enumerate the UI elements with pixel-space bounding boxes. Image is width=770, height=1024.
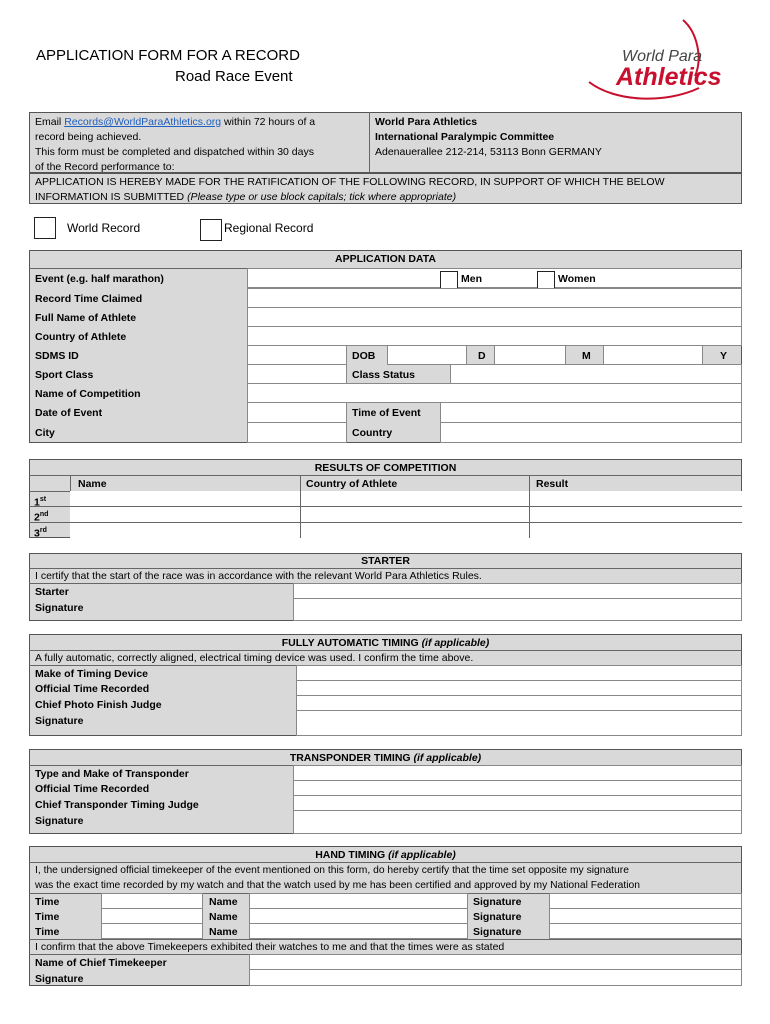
application-statement-2: INFORMATION IS SUBMITTED (Please type or use block capitals; tick where appropriate) xyxy=(35,191,457,203)
women-checkbox[interactable] xyxy=(537,271,555,289)
sport-class-field[interactable] xyxy=(247,364,347,384)
fat-signature-field[interactable] xyxy=(296,710,742,736)
class-status-field[interactable] xyxy=(450,364,742,384)
results-row-1-label: 1st xyxy=(34,496,47,509)
competition-field[interactable] xyxy=(247,383,742,403)
hand-signature-field-2[interactable] xyxy=(549,908,742,924)
application-data-heading: APPLICATION DATA xyxy=(335,253,436,265)
hand-name-field-2[interactable] xyxy=(249,908,468,924)
world-record-label: World Record xyxy=(67,221,141,235)
org-address: Adenauerallee 212-214, 53113 Bonn GERMANY xyxy=(375,146,602,158)
hand-signature-label-2: Signature xyxy=(473,911,522,923)
city-field[interactable] xyxy=(247,422,347,443)
hand-signature-label-3: Signature xyxy=(473,926,522,938)
regional-record-label: Regional Record xyxy=(224,221,314,235)
dob-d-label: D xyxy=(478,350,486,362)
dob-m-label: M xyxy=(582,350,591,362)
event-field[interactable] xyxy=(247,268,742,288)
fat-time-field[interactable] xyxy=(296,680,742,696)
email-link[interactable]: Records@WorldParaAthletics.org xyxy=(64,116,222,128)
world-record-checkbox[interactable] xyxy=(34,217,56,239)
starter-signature-field[interactable] xyxy=(293,598,742,621)
men-checkbox[interactable] xyxy=(440,271,458,289)
transponder-type-label: Type and Make of Transponder xyxy=(35,768,189,780)
form-title: APPLICATION FORM FOR A RECORD xyxy=(36,47,300,64)
logo-text-bottom: Athletics xyxy=(616,63,722,91)
fat-signature-label: Signature xyxy=(35,715,84,727)
transponder-judge-field[interactable] xyxy=(293,795,742,811)
city-label: City xyxy=(35,427,55,439)
hand-signature-field-3[interactable] xyxy=(549,923,742,939)
transponder-time-field[interactable] xyxy=(293,780,742,796)
dob-y-label: Y xyxy=(720,350,728,362)
fat-device-field[interactable] xyxy=(296,665,742,681)
chief-timekeeper-label: Name of Chief Timekeeper xyxy=(35,957,167,969)
hand-confirmation: I confirm that the above Timekeepers exhibited their watches to me and that the times were as stated xyxy=(35,941,505,953)
women-label: Women xyxy=(558,273,596,285)
results-col-name: Name xyxy=(78,478,107,490)
results-heading: RESULTS OF COMPETITION xyxy=(314,462,457,474)
results-row-3-label: 3rd xyxy=(34,527,47,540)
men-label: Men xyxy=(461,273,482,285)
results-row-2-label: 2nd xyxy=(34,511,49,524)
full-name-label: Full Name of Athlete xyxy=(35,312,137,324)
hand-time-label-3: Time xyxy=(35,926,60,938)
fat-time-label: Official Time Recorded xyxy=(35,683,150,695)
starter-signature-label: Signature xyxy=(35,602,84,614)
transponder-signature-field[interactable] xyxy=(293,810,742,834)
intro-line-4: of the Record performance to: xyxy=(35,161,175,173)
chief-signature-field[interactable] xyxy=(249,969,742,986)
chief-signature-label: Signature xyxy=(35,973,84,985)
country-label: Country xyxy=(352,427,393,439)
time-claimed-field[interactable] xyxy=(247,288,742,308)
fat-heading: FULLY AUTOMATIC TIMING (if applicable) xyxy=(281,637,490,649)
starter-label: Starter xyxy=(35,586,69,598)
hand-timing-heading: HAND TIMING (if applicable) xyxy=(315,849,456,861)
hand-certification-2: was the exact time recorded by my watch and that the watch used by me has been certified and approved by my National Federation xyxy=(35,880,640,891)
hand-time-label-2: Time xyxy=(35,911,60,923)
hand-time-field-1[interactable] xyxy=(101,893,203,909)
dob-year-field[interactable] xyxy=(603,345,703,365)
date-event-field[interactable] xyxy=(247,402,347,423)
country-field[interactable] xyxy=(440,422,742,443)
starter-certification: I certify that the start of the race was in accordance with the relevant World Para Athletics Rules. xyxy=(35,570,482,582)
time-event-field[interactable] xyxy=(440,402,742,423)
intro-line-2: record being achieved. xyxy=(35,131,142,143)
dob-label: DOB xyxy=(352,350,376,362)
transponder-time-label: Official Time Recorded xyxy=(35,783,150,795)
intro-line-3: This form must be completed and dispatched within 30 days xyxy=(35,146,314,158)
regional-record-checkbox[interactable] xyxy=(200,219,222,241)
hand-name-label-1: Name xyxy=(209,896,238,908)
hand-time-field-2[interactable] xyxy=(101,908,203,924)
dob-day-field[interactable] xyxy=(387,345,467,365)
application-statement-1: APPLICATION IS HEREBY MADE FOR THE RATIFICATION OF THE FOLLOWING RECORD, IN SUPPORT OF WHICH THE BELOW xyxy=(35,176,665,188)
chief-timekeeper-field[interactable] xyxy=(249,954,742,970)
sdms-field[interactable] xyxy=(247,345,347,365)
hand-name-field-3[interactable] xyxy=(249,923,468,939)
hand-certification-1: I, the undersigned official timekeeper of the event mentioned on this form, do hereby certify that the time set opposite my signature xyxy=(35,865,629,876)
competition-label: Name of Competition xyxy=(35,388,141,400)
country-athlete-label: Country of Athlete xyxy=(35,331,127,343)
date-event-label: Date of Event xyxy=(35,407,103,419)
fat-judge-field[interactable] xyxy=(296,695,742,711)
transponder-type-field[interactable] xyxy=(293,765,742,781)
org-name: World Para Athletics xyxy=(375,116,478,128)
starter-heading: STARTER xyxy=(361,555,410,567)
hand-name-label-3: Name xyxy=(209,926,238,938)
event-label: Event (e.g. half marathon) xyxy=(35,273,164,285)
hand-name-field-1[interactable] xyxy=(249,893,468,909)
form-subtitle: Road Race Event xyxy=(175,68,293,85)
transponder-heading: TRANSPONDER TIMING (if applicable) xyxy=(289,752,482,764)
transponder-judge-label: Chief Transponder Timing Judge xyxy=(35,799,199,811)
results-entry-area xyxy=(70,491,742,538)
dob-month-field[interactable] xyxy=(494,345,566,365)
time-claimed-label: Record Time Claimed xyxy=(35,293,143,305)
fat-device-label: Make of Timing Device xyxy=(35,668,149,680)
hand-time-field-3[interactable] xyxy=(101,923,203,939)
intro-email-line: Email Records@WorldParaAthletics.org within 72 hours of a xyxy=(35,116,316,128)
logo-text-top: World Para xyxy=(622,48,703,65)
results-col-result: Result xyxy=(536,478,569,490)
class-status-label: Class Status xyxy=(352,369,416,381)
sdms-label: SDMS ID xyxy=(35,350,79,362)
transponder-signature-label: Signature xyxy=(35,815,84,827)
hand-signature-label-1: Signature xyxy=(473,896,522,908)
hand-name-label-2: Name xyxy=(209,911,238,923)
country-athlete-field[interactable] xyxy=(247,326,742,346)
sport-class-label: Sport Class xyxy=(35,369,94,381)
fat-certification: A fully automatic, correctly aligned, electrical timing device was used. I confirm the time above. xyxy=(35,652,474,664)
fat-judge-label: Chief Photo Finish Judge xyxy=(35,699,162,711)
hand-signature-field-1[interactable] xyxy=(549,893,742,909)
results-col-country: Country of Athlete xyxy=(306,478,398,490)
starter-field[interactable] xyxy=(293,583,742,599)
full-name-field[interactable] xyxy=(247,307,742,327)
time-event-label: Time of Event xyxy=(352,407,421,419)
org-parent: International Paralympic Committee xyxy=(375,131,555,143)
hand-time-label-1: Time xyxy=(35,896,60,908)
